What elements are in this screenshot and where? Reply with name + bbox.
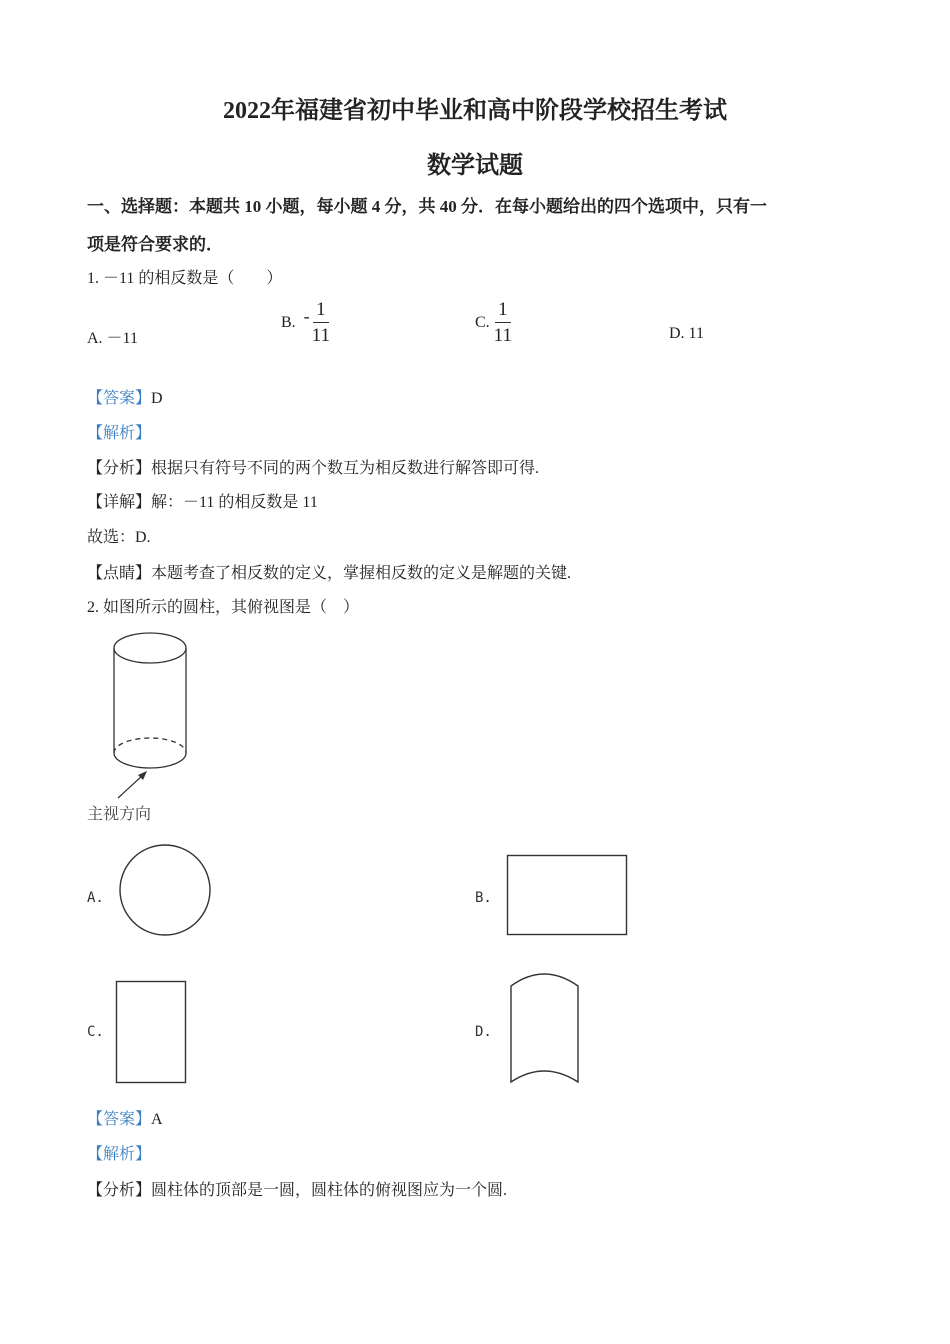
page-subtitle: 数学试题 [427, 153, 523, 179]
q1-option-c-numerator: 1 [495, 300, 511, 323]
q2-figure-caption: 主视方向 [87, 806, 152, 823]
q1-stem: 1. －11 的相反数是（ ） [87, 270, 283, 287]
q1-analysis-tag: 【解析】 [87, 425, 152, 442]
q1-detail-text: 解：－11 的相反数是 11 [151, 494, 318, 511]
q1-option-b-sign: - [303, 306, 310, 326]
q2-option-a-circle [117, 843, 213, 939]
q1-option-c [475, 300, 512, 345]
q1-option-a: A. －11 [87, 330, 138, 347]
q2-option-b-label: B. [475, 890, 492, 906]
q1-option-b-label: B. [281, 313, 296, 331]
q2-answer-value: A [151, 1111, 163, 1128]
q1-analysis [87, 455, 539, 478]
q2-analysis-label: 【分析】 [87, 1182, 152, 1199]
q1-detail [87, 489, 318, 512]
q1-analysis-label: 【分析】 [87, 460, 152, 477]
q1-detail-label: 【详解】 [87, 494, 152, 511]
q2-option-d-label: D. [475, 1024, 492, 1040]
q1-option-b-denominator: 11 [311, 325, 330, 346]
q1-comment-text: 本题考查了相反数的定义，掌握相反数的定义是解题的关键. [151, 565, 572, 582]
page-title: 2022年福建省初中毕业和高中阶段学校招生考试 [223, 98, 727, 124]
q1-option-c-label: C. [475, 313, 490, 331]
view-direction-arrow [118, 775, 143, 798]
q2-option-a-label: A. [87, 890, 104, 906]
q2-option-d-curved-shape [508, 968, 584, 1088]
q1-option-c-fraction [494, 300, 512, 345]
cylinder-top-ellipse [114, 633, 186, 663]
q1-choice: 故选：D. [87, 529, 151, 546]
q2-analysis-tag: 【解析】 [87, 1146, 152, 1163]
q1-answer-value: D [151, 390, 163, 407]
section-heading-line1: 一、选择题：本题共 10 小题，每小题 4 分，共 40 分．在每小题给出的四个选项中，只有一 [87, 197, 767, 216]
q2-cylinder-figure [100, 625, 210, 805]
q2-answer-tag: 【答案】 [87, 1111, 152, 1128]
q1-answer [87, 385, 163, 408]
q1-option-b [281, 300, 330, 345]
q2-analysis [87, 1177, 507, 1200]
q2-option-c-rectangle [115, 980, 189, 1086]
q2-stem: 2. 如图所示的圆柱，其俯视图是（ ） [87, 599, 360, 616]
q1-option-b-numerator: 1 [313, 300, 329, 323]
q1-comment-label: 【点睛】 [87, 565, 152, 582]
q2-analysis-text: 圆柱体的顶部是一圆，圆柱体的俯视图应为一个圆. [151, 1182, 508, 1199]
q2-option-c-label: C. [87, 1024, 104, 1040]
cylinder-bottom-front-arc [114, 753, 186, 768]
q1-comment [87, 560, 571, 583]
q1-option-c-denominator: 11 [493, 325, 512, 346]
section-heading-line2: 项是符合要求的． [87, 235, 223, 254]
q2-answer [87, 1106, 163, 1129]
q1-analysis-text: 根据只有符号不同的两个数互为相反数进行解答即可得. [151, 460, 540, 477]
q1-answer-tag: 【答案】 [87, 390, 152, 407]
q1-option-b-fraction [312, 300, 330, 345]
q2-option-b-rectangle [506, 854, 630, 938]
q1-option-d: D. 11 [669, 325, 704, 342]
cylinder-bottom-hidden-arc [114, 738, 186, 753]
